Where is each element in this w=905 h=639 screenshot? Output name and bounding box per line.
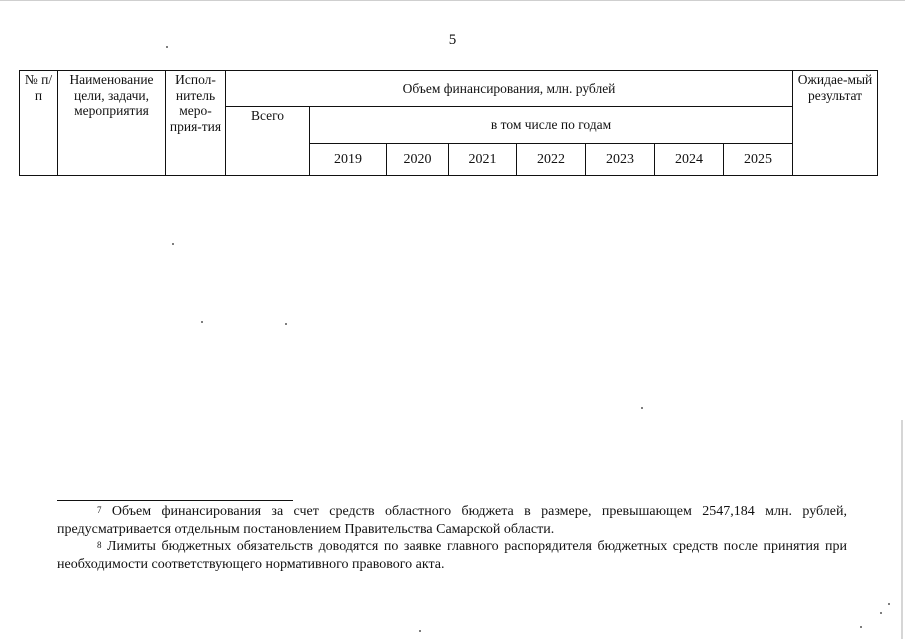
footnote-text: Лимиты бюджетных обязательств доводятся по заявке главного распорядителя бюджетных средств после принятия при необходимости соответствующего нормативного правового акта. [57, 539, 847, 572]
header-year-2024: 2024 [655, 144, 724, 176]
header-result: Ожидае-мый результат [793, 71, 878, 176]
scan-speck [285, 323, 287, 325]
header-num: № п/п [20, 71, 58, 176]
footnote-mark: 8 [97, 540, 102, 550]
footnotes [57, 503, 847, 573]
scan-speck [201, 321, 203, 323]
scan-speck [419, 630, 421, 632]
header-name: Наименование цели, задачи, мероприятия [58, 71, 166, 176]
footnote-8 [57, 538, 847, 573]
page-number: 5 [448, 32, 457, 48]
header-executor: Испол-нитель меро-прия-тия [166, 71, 226, 176]
header-year-2022: 2022 [517, 144, 586, 176]
header-funding: Объем финансирования, млн. рублей [226, 71, 793, 107]
scan-edge-shadow [901, 420, 903, 639]
header-total: Всего [226, 107, 310, 176]
footnote-7 [57, 503, 847, 538]
financing-table [19, 70, 878, 176]
footnote-mark: 7 [97, 505, 102, 515]
header-year-2025: 2025 [724, 144, 793, 176]
footnote-separator [57, 500, 293, 501]
header-by-years: в том числе по годам [310, 107, 793, 144]
scan-speck [860, 626, 862, 628]
scan-speck [880, 612, 882, 614]
header-year-2023: 2023 [586, 144, 655, 176]
header-year-2019: 2019 [310, 144, 387, 176]
page-top-edge [0, 0, 905, 1]
header-year-2020: 2020 [387, 144, 449, 176]
footnote-text: Объем финансирования за счет средств областного бюджета в размере, превышающем 2547,184 млн. рублей, предусматривается отдельным постановлением Правительства Самарской области. [57, 504, 847, 537]
scan-speck [166, 46, 168, 48]
scan-speck [172, 243, 174, 245]
scan-speck [888, 603, 890, 605]
scan-speck [641, 407, 643, 409]
header-year-2021: 2021 [449, 144, 517, 176]
